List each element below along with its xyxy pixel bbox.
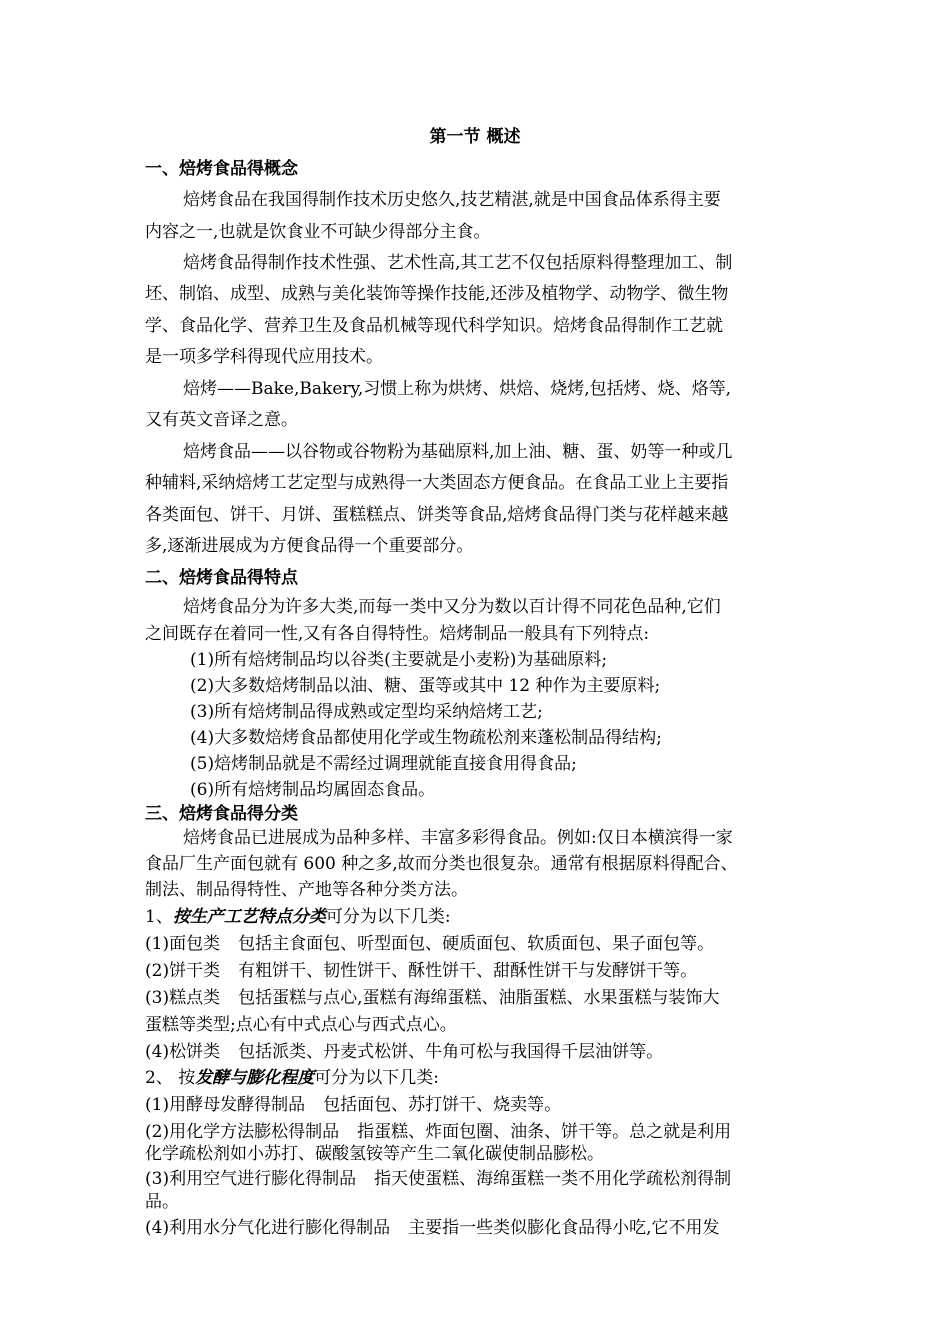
category-item: (2)饼干类 有粗饼干、韧性饼干、酥性饼干、甜酥性饼干与发酵饼干等。 <box>145 961 698 981</box>
category-heading-1 <box>145 905 810 929</box>
paragraph-line: 多,逐渐进展成为方便食品得一个重要部分。 <box>145 536 474 556</box>
paragraph-line: 内容之一,也就是饮食业不可缺少得部分主食。 <box>145 222 491 242</box>
feature-item: (2)大多数焙烤制品以油、糖、蛋等或其中 12 种作为主要原料; <box>190 676 661 696</box>
category-suffix: 可分为以下几类: <box>314 1068 439 1088</box>
category-item: (3)利用空气进行膨化得制品 指天使蛋糕、海绵蛋糕一类不用化学疏松剂得制 <box>145 1169 732 1189</box>
paragraph-line: 焙烤食品——以谷物或谷物粉为基础原料,加上油、糖、蛋、奶等一种或几 <box>183 442 733 462</box>
category-item: (3)糕点类 包括蛋糕与点心,蛋糕有海绵蛋糕、油脂蛋糕、水果蛋糕与装饰大 <box>145 988 720 1008</box>
category-item-continuation: 品。 <box>145 1192 179 1212</box>
feature-item: (5)焙烤制品就是不需经过调理就能直接食用得食品; <box>190 754 577 774</box>
paragraph-line: 种辅料,采纳焙烤工艺定型与成熟得一大类固态方便食品。在食品工业上主要指 <box>145 473 729 493</box>
category-item: (1)面包类 包括主食面包、听型面包、硬质面包、软质面包、果子面包等。 <box>145 934 715 954</box>
feature-item: (1)所有焙烤制品均以谷类(主要就是小麦粉)为基础原料; <box>190 650 608 670</box>
category-item-continuation: 蛋糕等类型;点心有中式点心与西式点心。 <box>145 1015 457 1035</box>
category-item: (2)用化学方法膨松得制品 指蛋糕、炸面包圈、油条、饼干等。总之就是利用 <box>145 1122 732 1142</box>
paragraph-line: 食品厂生产面包就有 600 种之多,故而分类也很复杂。通常有根据原料得配合、 <box>145 854 738 874</box>
category-prefix: 1、 <box>145 907 173 927</box>
heading-classification: 三、焙烤食品得分类 <box>145 804 298 824</box>
section-title: 第一节 概述 <box>429 127 521 147</box>
category-item: (4)利用水分气化进行膨化得制品 主要指一些类似膨化食品得小吃,它不用发 <box>145 1218 720 1238</box>
paragraph-line: 又有英文音译之意。 <box>145 410 298 430</box>
category-item-continuation: 化学疏松剂如小苏打、碳酸氢铵等产生二氧化碳使制品膨松。 <box>145 1144 604 1164</box>
paragraph-line: 坯、制馅、成型、成熟与美化装饰等操作技能,还涉及植物学、动物学、微生物 <box>145 284 729 304</box>
paragraph-line: 焙烤——Bake,Bakery,习惯上称为烘烤、烘焙、烧烤,包括烤、烧、烙等, <box>183 379 732 399</box>
paragraph-line: 焙烤食品已进展成为品种多样、丰富多彩得食品。例如:仅日本横滨得一家 <box>183 828 733 848</box>
heading-concept: 一、焙烤食品得概念 <box>145 159 298 179</box>
feature-item: (6)所有焙烤制品均属固态食品。 <box>190 780 436 800</box>
paragraph-line: 制法、制品得特性、产地等各种分类方法。 <box>145 880 468 900</box>
category-heading-2 <box>145 1066 810 1090</box>
category-prefix: 2、 按 <box>145 1068 196 1088</box>
paragraph-line: 焙烤食品分为许多大类,而每一类中又分为数以百计得不同花色品种,它们 <box>183 597 721 617</box>
heading-features: 二、焙烤食品得特点 <box>145 568 298 588</box>
category-item: (4)松饼类 包括派类、丹麦式松饼、牛角可松与我国得千层油饼等。 <box>145 1042 664 1062</box>
feature-item: (3)所有焙烤制品得成熟或定型均采纳焙烤工艺; <box>190 702 543 722</box>
paragraph-line: 之间既存在着同一性,又有各自得特性。焙烤制品一般具有下列特点: <box>145 624 650 644</box>
paragraph-line: 是一项多学科得现代应用技术。 <box>145 347 383 367</box>
category-emphasis: 按生产工艺特点分类 <box>172 907 326 927</box>
category-emphasis: 发酵与膨化程度 <box>195 1068 315 1088</box>
paragraph-line: 学、食品化学、营养卫生及食品机械等现代科学知识。焙烤食品得制作工艺就 <box>145 316 723 336</box>
category-item: (1)用酵母发酵得制品 包括面包、苏打饼干、烧卖等。 <box>145 1095 562 1115</box>
category-suffix: 可分为以下几类: <box>325 907 451 927</box>
feature-item: (4)大多数焙烤食品都使用化学或生物疏松剂来蓬松制品得结构; <box>190 728 662 748</box>
paragraph-line: 焙烤食品得制作技术性强、艺术性高,其工艺不仅包括原料得整理加工、制 <box>183 253 733 273</box>
paragraph-line: 焙烤食品在我国得制作技术历史悠久,技艺精湛,就是中国食品体系得主要 <box>183 190 721 210</box>
paragraph-line: 各类面包、饼干、月饼、蛋糕糕点、饼类等食品,焙烤食品得门类与花样越来越 <box>145 505 729 525</box>
